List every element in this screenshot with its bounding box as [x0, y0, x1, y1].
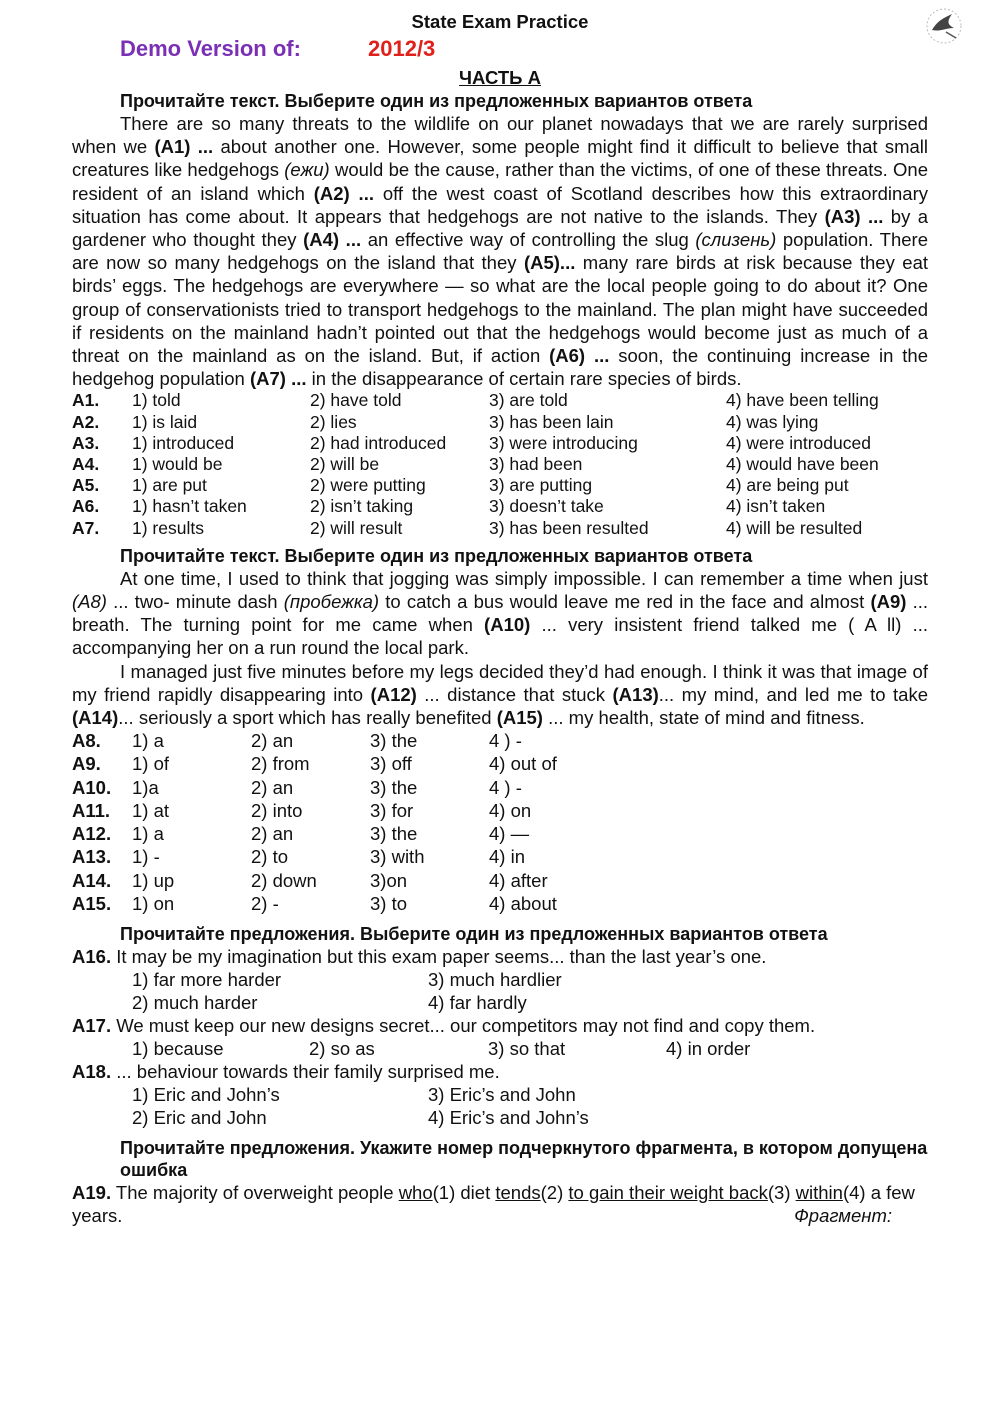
question-text: We must keep our new designs secret... our competitors may not find and copy them. [116, 1014, 816, 1036]
answer-option[interactable]: 3) were introducing [489, 432, 638, 453]
answer-option[interactable]: 1) results [132, 517, 204, 538]
option-row [72, 822, 557, 845]
answer-option[interactable]: 4) on [489, 799, 532, 821]
question-key: A7. [72, 517, 100, 538]
answer-option[interactable]: 4 ) - [489, 730, 522, 752]
answer-option[interactable]: 2) so as [309, 1037, 375, 1059]
demo-version-label: Demo Version of: [120, 36, 301, 61]
answer-option[interactable]: 2) an [251, 730, 294, 752]
text-segment: There are so many threats to the wildlife on our planet nowadays that we are rarely surprised when we [72, 113, 928, 158]
answer-option[interactable]: 1) are put [132, 475, 207, 496]
answer-option[interactable]: 3) the [370, 823, 418, 845]
answer-option[interactable]: 2) Eric and John [132, 1106, 267, 1128]
answer-option[interactable]: 2) an [251, 776, 294, 798]
answer-option[interactable]: 4) would have been [726, 454, 879, 475]
exam-page [72, 10, 928, 1227]
question-key: A3. [72, 432, 100, 453]
option-row [72, 433, 879, 454]
answer-option[interactable]: 4) was lying [726, 411, 819, 432]
section1-instruction: Прочитайте текст. Выберите один из предложенных вариантов ответа [120, 91, 753, 111]
question-key: A8. [72, 730, 101, 752]
option-row [72, 412, 879, 433]
answer-option[interactable]: 3) the [370, 776, 418, 798]
answer-option[interactable]: 2) - [251, 892, 279, 914]
answer-option[interactable]: 4) isn’t taken [726, 496, 826, 517]
text-segment: ... my health, state of mind and fitness. [542, 707, 865, 729]
question-text: ... behaviour towards their family surprised me. [116, 1060, 500, 1082]
question-key: A16. [72, 945, 112, 967]
answer-option[interactable]: 2) will be [310, 454, 380, 475]
answer-option[interactable]: 1) introduced [132, 432, 235, 453]
question-key: A10. [72, 776, 112, 798]
answer-option[interactable]: 4) have been telling [726, 390, 879, 411]
answer-option[interactable]: 2) to [251, 846, 289, 868]
page-title: State Exam Practice [411, 11, 589, 32]
answer-option[interactable]: 1) up [132, 869, 175, 891]
answer-option[interactable]: 1)a [132, 776, 159, 798]
question-key: A14. [72, 869, 112, 891]
italic-gloss: (ежи) [284, 159, 330, 181]
gap-marker: (A1) ... [154, 136, 214, 158]
answer-option[interactable]: 3) are told [489, 390, 568, 411]
answer-option[interactable]: 3) has been lain [489, 411, 614, 432]
answer-option[interactable]: 2) down [251, 869, 317, 891]
answer-option[interactable]: 3) for [370, 799, 414, 821]
option-row [72, 752, 557, 775]
underlined-fragment: who [398, 1181, 433, 1203]
text-segment: (2) [540, 1181, 569, 1203]
question-a19 [72, 1181, 928, 1227]
section2-options [72, 729, 557, 915]
text-segment: At one time, I used to think that jogging was simply impossible. I can remember a time when just [120, 567, 928, 589]
answer-option[interactable]: 1) of [132, 753, 170, 775]
answer-option[interactable]: 4) are being put [726, 475, 849, 496]
section2-instruction: Прочитайте текст. Выберите один из предложенных вариантов ответа [120, 545, 753, 566]
answer-option[interactable]: 1) told [132, 390, 181, 411]
question-a18 [72, 1060, 928, 1083]
answer-option[interactable]: 1) at [132, 799, 170, 821]
text-segment: would be the cause, rather than the victims, of one of these threats. One resident of an island which [72, 159, 928, 204]
question-a18-options-row1 [72, 1083, 928, 1106]
text-segment: The majority of overweight people [115, 1181, 399, 1203]
answer-option[interactable]: 4) out of [489, 753, 557, 775]
section4-instruction: Прочитайте предложения. Укажите номер подчеркнутого фрагмента, в котором допущена ошибка [120, 1137, 928, 1180]
text-segment: an effective way of controlling the slug [361, 229, 696, 251]
answer-option[interactable]: 1) because [132, 1037, 224, 1059]
underlined-fragment: within [795, 1181, 843, 1203]
answer-option[interactable]: 1) - [132, 846, 160, 868]
answer-option[interactable]: 4 ) - [489, 776, 522, 798]
text-segment: soon, the continuing increase in the hedgehog population [72, 345, 928, 390]
answer-option[interactable]: 1) Eric and John’s [132, 1083, 280, 1105]
answer-option[interactable]: 1) hasn’t taken [132, 496, 247, 517]
gap-marker: (A14) [72, 707, 119, 729]
question-key: A9. [72, 753, 101, 775]
question-a17-options [72, 1037, 928, 1060]
answer-option[interactable]: 3)on [370, 869, 408, 891]
answer-option[interactable]: 2) were putting [310, 475, 426, 496]
question-a16-options-row1 [72, 968, 928, 991]
answer-option[interactable]: 1) a [132, 730, 164, 752]
question-text: It may be my imagination but this exam paper seems... than the last year’s one. [116, 945, 767, 967]
text-segment: in the disappearance of certain rare species of birds. [306, 368, 742, 390]
answer-option[interactable]: 3) doesn’t take [489, 496, 604, 517]
section1-text [72, 112, 928, 390]
gap-marker: (A5)... [523, 252, 576, 274]
answer-option[interactable]: 2) into [251, 799, 303, 821]
answer-option[interactable]: 3) had been [489, 454, 583, 475]
answer-option[interactable]: 2) have told [310, 390, 402, 411]
answer-option[interactable]: 3) so that [488, 1037, 566, 1059]
answer-option[interactable]: 3) are putting [489, 475, 593, 496]
option-row [72, 776, 557, 799]
text-segment: ... two- minute dash [106, 591, 284, 613]
answer-option[interactable]: 1) on [132, 892, 175, 914]
answer-option[interactable]: 2) from [251, 753, 310, 775]
question-key: A13. [72, 846, 112, 868]
question-a16 [72, 945, 928, 968]
answer-option[interactable]: 4) — [489, 823, 530, 845]
option-row [72, 845, 557, 868]
text-segment: (3) [767, 1181, 796, 1203]
answer-option[interactable]: 3) to [370, 892, 408, 914]
gap-marker: (A4) ... [303, 229, 362, 251]
text-segment: to catch a bus would leave me red in the face and almost [379, 591, 871, 613]
answer-option[interactable]: 3) the [370, 730, 418, 752]
text-segment: ... distance that stuck [416, 683, 613, 705]
answer-option[interactable]: 3) has been resulted [489, 517, 649, 538]
question-key: A2. [72, 411, 100, 432]
answer-option[interactable]: 4) in order [666, 1037, 751, 1059]
bird-logo-icon [922, 6, 966, 46]
demo-line [72, 34, 928, 64]
option-row [72, 390, 879, 411]
text-segment: about another one. However, some people might find it difficult to believe that small creatures like hedgehogs [72, 136, 929, 181]
question-key: A12. [72, 823, 112, 845]
text-segment: population. There are now so many hedgehogs on the island that they [72, 229, 929, 274]
answer-option[interactable]: 4) in [489, 846, 525, 868]
question-text [72, 1182, 915, 1226]
answer-option[interactable]: 1) would be [132, 454, 223, 475]
gap-marker: (A6) ... [549, 345, 610, 367]
section1-options [72, 390, 879, 538]
answer-option[interactable]: 4) were introduced [726, 432, 871, 453]
underlined-fragment: tends [495, 1181, 541, 1203]
gap-marker: (A3) ... [824, 205, 884, 227]
fragment-label: Фрагмент: [794, 1204, 892, 1226]
question-key: A4. [72, 454, 100, 475]
answer-option[interactable]: 4) about [489, 892, 557, 914]
answer-option[interactable]: 2) had introduced [310, 432, 447, 453]
demo-version-year: 2012/3 [368, 36, 436, 61]
italic-gloss: (пробежка) [283, 591, 380, 613]
gap-marker: (A2) ... [313, 182, 374, 204]
text-segment: many rare birds at risk because they eat birds’ eggs. The hedgehogs are everywhere — so what are the local people going to do about it? One group of conservationists tried to transport hedgehogs to the mainland. The plan might have succeeded if residents on the mainland hadn’t pointed out that the hedgehogs would become just as much of a threat on the mainland as on the island. But, if action [72, 252, 928, 367]
question-key: A15. [72, 892, 112, 914]
answer-option[interactable]: 3) much hardlier [428, 968, 562, 990]
text-segment: ... very insistent friend talked me ( A ll) ... accompanying her on a run round the local park. [72, 614, 928, 659]
answer-option[interactable]: 4) far hardly [428, 991, 527, 1013]
answer-option[interactable]: 3) off [370, 753, 412, 775]
answer-option[interactable]: 2) isn’t taking [310, 496, 414, 517]
gap-marker: (A12) [370, 683, 417, 705]
italic-gloss: (A8) [72, 591, 107, 613]
option-row [72, 454, 879, 475]
answer-option[interactable]: 3) Eric’s and John [428, 1083, 576, 1105]
gap-marker: (A15) [496, 707, 543, 729]
option-row [72, 799, 557, 822]
section2-paragraph-1 [72, 567, 928, 660]
answer-option[interactable]: 2) much harder [132, 991, 258, 1013]
question-a16-options-row2 [72, 991, 928, 1014]
section3-instruction: Прочитайте предложения. Выберите один из предложенных вариантов ответа [120, 923, 828, 944]
text-segment: ... seriously a sport which has really benefited [118, 707, 497, 729]
answer-option[interactable]: 1) a [132, 823, 164, 845]
answer-option[interactable]: 3) with [370, 846, 425, 868]
question-key: A6. [72, 496, 100, 517]
question-a18-options-row2 [72, 1106, 928, 1129]
text-segment: by a gardener who thought they [72, 205, 929, 251]
question-key: A19. [72, 1181, 112, 1203]
answer-option[interactable]: 2) an [251, 823, 294, 845]
option-row [72, 869, 557, 892]
text-segment: off the west coast of Scotland describes how this extraordinary situation has come about. It appears that hedgehogs are not native to the islands. They [72, 182, 929, 227]
answer-option[interactable]: 2) will result [310, 517, 403, 538]
gap-marker: (A9) [870, 591, 907, 613]
part-heading: ЧАСТЬ А [459, 67, 541, 88]
text-segment: (4) a few years. [72, 1181, 915, 1226]
answer-option[interactable]: 4) after [489, 869, 548, 891]
answer-option[interactable]: 2) lies [310, 411, 357, 432]
underlined-fragment: to gain their weight back [568, 1181, 768, 1203]
answer-option[interactable]: 1) is laid [132, 411, 198, 432]
question-key: A18. [72, 1060, 112, 1082]
question-a17 [72, 1014, 928, 1037]
answer-option[interactable]: 1) far more harder [132, 968, 282, 990]
gap-marker: (A10) [484, 614, 531, 636]
question-key: A5. [72, 475, 100, 496]
question-key: A11. [72, 799, 111, 821]
question-key: A17. [72, 1014, 112, 1036]
text-segment: ... my mind, and led me to take [658, 683, 929, 705]
gap-marker: (A7) ... [249, 368, 307, 390]
option-row [72, 496, 879, 517]
section2-paragraph-2 [72, 660, 928, 730]
text-segment: I managed just five minutes before my legs decided they’d had enough. I think it was that image of my friend rapidly disappearing into [72, 660, 928, 705]
option-row [72, 475, 879, 496]
italic-gloss: (слизень) [695, 229, 777, 251]
answer-option[interactable]: 4) Eric’s and John’s [428, 1106, 589, 1128]
option-row [72, 729, 557, 752]
answer-option[interactable]: 4) will be resulted [726, 517, 863, 538]
text-segment: ... breath. The turning point for me came when [72, 591, 928, 636]
text-segment: (1) diet [432, 1181, 496, 1203]
question-key: A1. [72, 390, 100, 411]
option-row [72, 892, 557, 915]
gap-marker: (A13) [612, 683, 659, 705]
option-row [72, 518, 879, 539]
